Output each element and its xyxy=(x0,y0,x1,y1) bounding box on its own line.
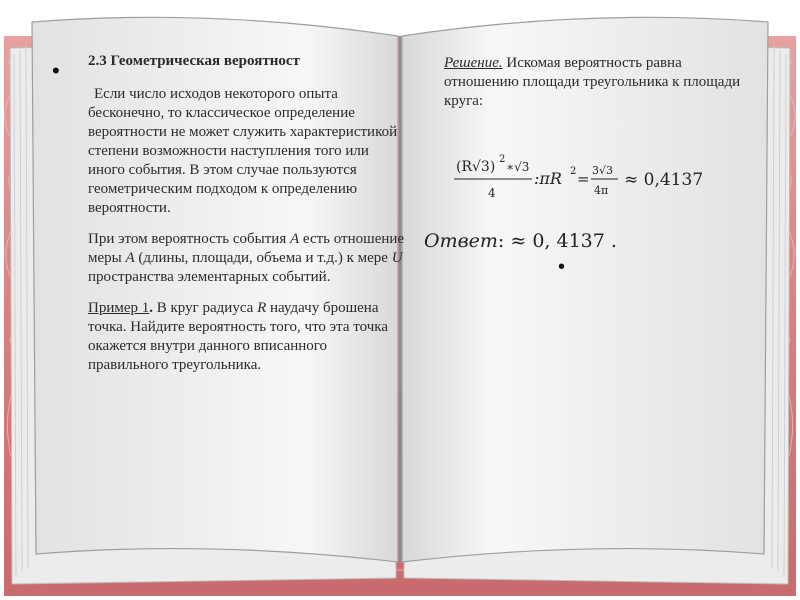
formula-den-left: 4 xyxy=(488,186,496,200)
right-page-text xyxy=(444,54,744,111)
text-segment: наудачу брошена точка. Найдите вероятность того, что эта точка окажется внутри данного вписанного правильного треугольника. xyxy=(88,300,388,373)
text-segment: пространства элементарных событий. xyxy=(88,269,331,285)
text-segment: При этом вероятность события xyxy=(88,231,290,247)
answer-line xyxy=(424,230,617,252)
solution-text: Искомая вероятность равна отношению площади треугольника к площади круга: xyxy=(444,55,741,109)
probability-formula xyxy=(452,148,712,208)
formula-num2: 3√3 xyxy=(592,164,614,177)
left-page-text xyxy=(88,52,408,387)
example-label: Пример 1 xyxy=(88,300,150,316)
answer-label: Ответ xyxy=(424,230,498,252)
section-heading: 2.3 Геометрическая вероятност xyxy=(88,53,300,69)
paragraph-example xyxy=(88,299,408,375)
var-a: A xyxy=(125,250,135,266)
text-segment: есть отношение меры xyxy=(88,231,405,266)
paragraph-definition xyxy=(88,230,408,287)
paragraph-intro: Если число исходов некоторого опыта бесконечно, то классическое определение вероятности не может служить характеристикой степени возможности наступления того или иного события. В этом случае пользуются геометрическим подходом к определению вероятности. xyxy=(88,86,398,216)
formula-num-left: (R√3) xyxy=(456,159,496,175)
formula-approx: ≈ 0,4137 xyxy=(624,170,704,190)
formula-num-exp: 2 xyxy=(499,154,506,165)
solution-label: Решение. xyxy=(444,55,503,71)
text-segment: (длины, площади, объема и т.д.) к мере xyxy=(134,250,392,266)
bullet-right: • xyxy=(558,256,566,278)
var-u: U xyxy=(391,250,403,266)
example-dot: . xyxy=(149,300,157,316)
var-r: R xyxy=(257,300,267,316)
formula-colon-part: :πR xyxy=(534,169,562,188)
var-a: A xyxy=(290,231,300,247)
text-segment: В круг радиуса xyxy=(156,300,258,316)
formula-den2: 4π xyxy=(594,184,609,197)
bullet-left: • xyxy=(52,58,60,83)
formula-num-right: ∗√3 xyxy=(506,160,530,174)
formula-r-exp: 2 xyxy=(570,166,577,177)
answer-value: : ≈ 0, 4137 . xyxy=(497,230,617,252)
formula-eq: = xyxy=(577,170,590,188)
